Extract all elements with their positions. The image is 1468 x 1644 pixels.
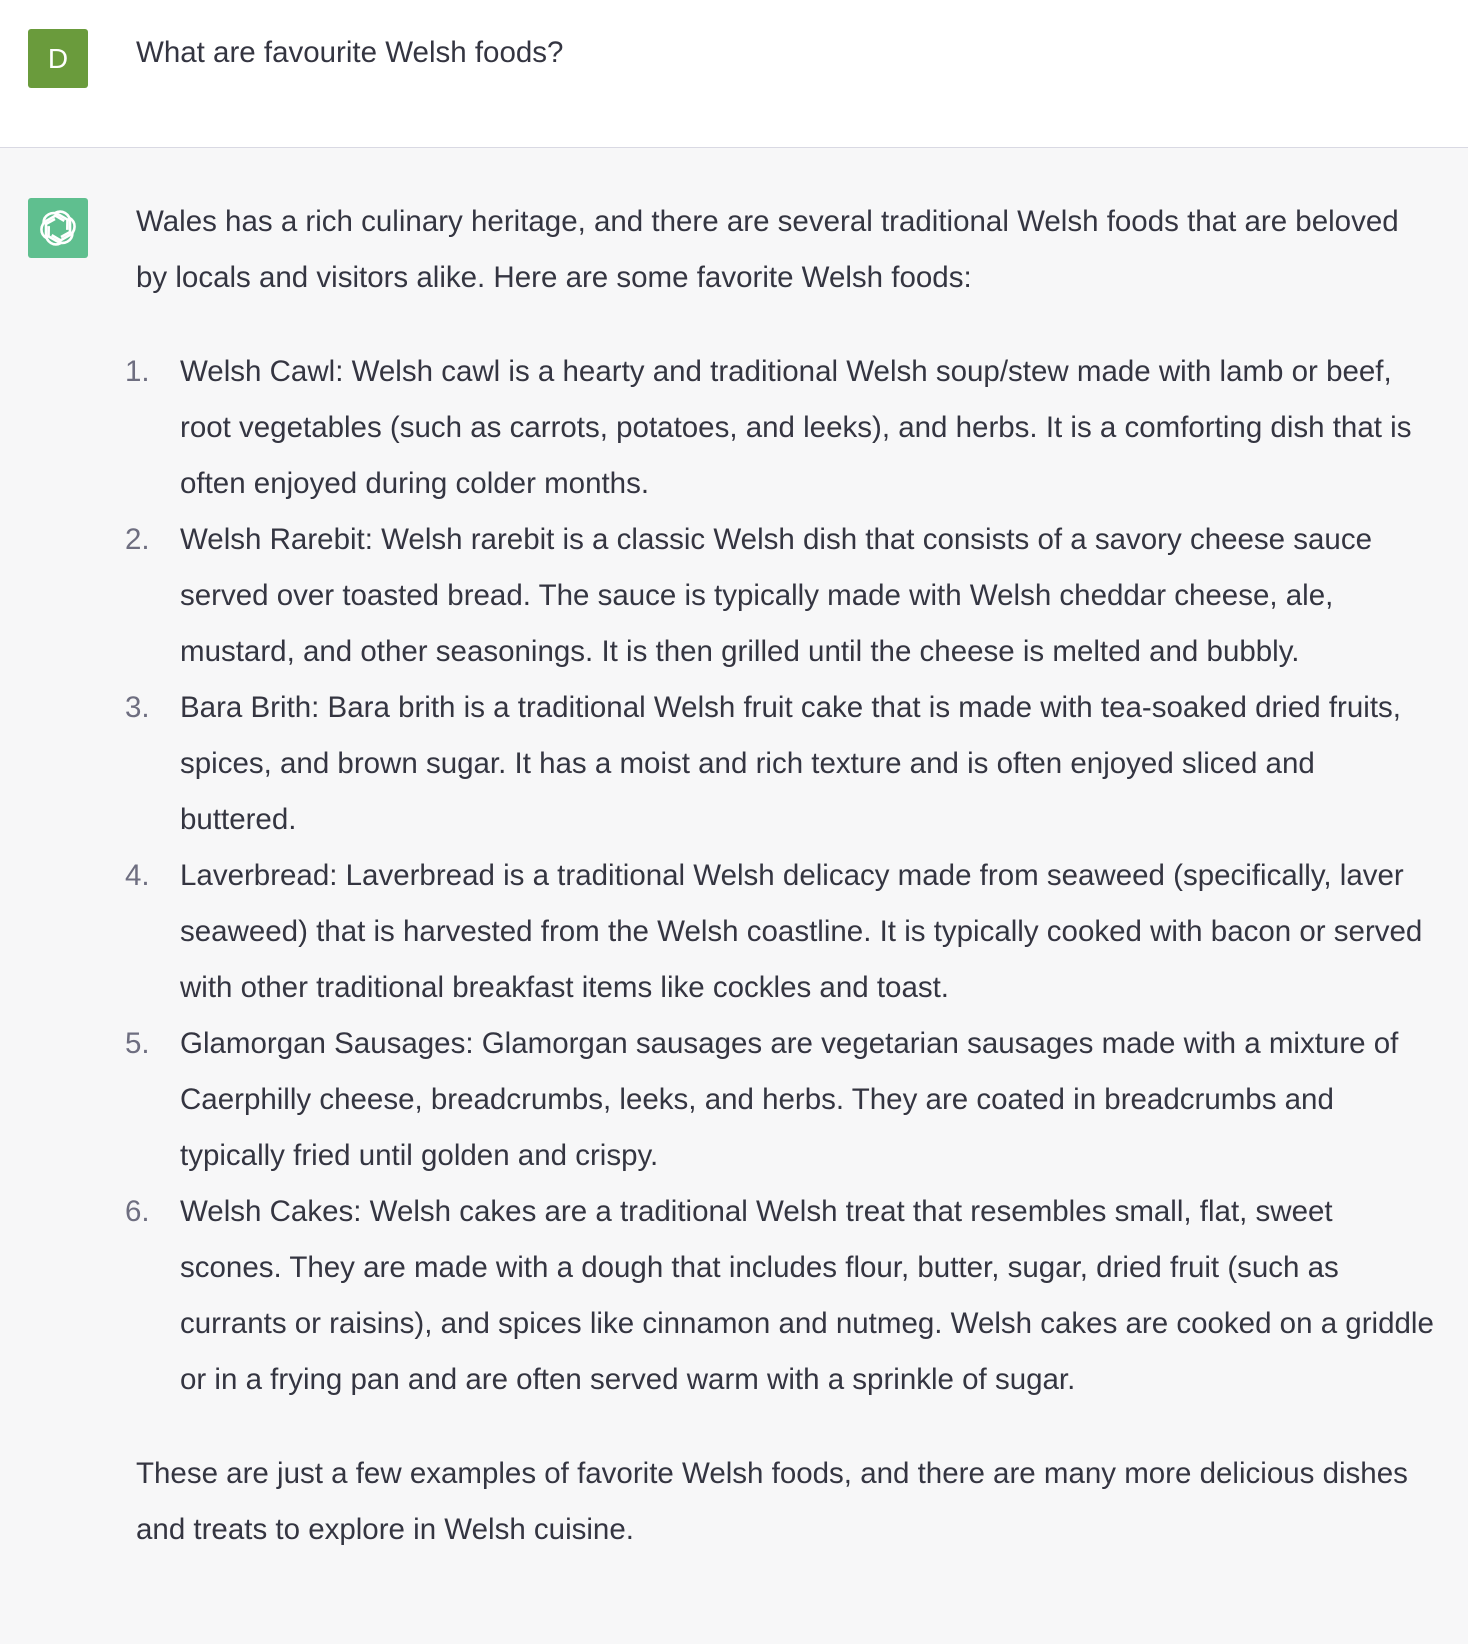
assistant-message-content — [125, 194, 1436, 1558]
user-message-row — [0, 0, 1468, 148]
list-item-text: Welsh Cawl: Welsh cawl is a hearty and traditional Welsh soup/stew made with lamb or beef, root vegetables (such as carrots, potatoes, and leeks), and herbs. It is a comforting dish that is often enjoyed during colder months. — [180, 355, 1412, 500]
list-number: 4. — [125, 859, 150, 892]
list-item — [125, 344, 1436, 512]
user-avatar: D — [28, 29, 88, 88]
list-item — [125, 1184, 1436, 1408]
user-message-text: What are favourite Welsh foods? — [136, 36, 564, 69]
list-item-text: Welsh Cakes: Welsh cakes are a traditional Welsh treat that resembles small, flat, sweet scones. They are made with a dough that includes flour, butter, sugar, dried fruit (such as currants or raisins), and spices like cinnamon and nutmeg. Welsh cakes are cooked on a griddle or in a frying pan and are often served warm with a sprinkle of sugar. — [180, 1195, 1434, 1396]
assistant-outro: These are just a few examples of favorite Welsh foods, and there are many more delicious dishes and treats to explore in Welsh cuisine. — [136, 1457, 1408, 1546]
list-item-text: Bara Brith: Bara brith is a traditional Welsh fruit cake that is made with tea-soaked dried fruits, spices, and brown sugar. It has a moist and rich texture and is often enjoyed sliced and buttered. — [180, 691, 1401, 836]
list-number: 2. — [125, 523, 150, 556]
list-item — [125, 848, 1436, 1016]
list-number: 1. — [125, 355, 150, 388]
list-item — [125, 680, 1436, 848]
assistant-message-row — [0, 148, 1468, 1644]
assistant-avatar — [28, 198, 88, 258]
food-list — [125, 344, 1436, 1408]
list-item-text: Glamorgan Sausages: Glamorgan sausages are vegetarian sausages made with a mixture of Caerphilly cheese, breadcrumbs, leeks, and herbs. They are coated in breadcrumbs and typically fried until golden and crispy. — [180, 1027, 1399, 1172]
list-item-text: Welsh Rarebit: Welsh rarebit is a classic Welsh dish that consists of a savory cheese sauce served over toasted bread. The sauce is typically made with Welsh cheddar cheese, ale, mustard, and other seasonings. It is then grilled until the cheese is melted and bubbly. — [180, 523, 1372, 668]
list-number: 5. — [125, 1027, 150, 1060]
list-item — [125, 512, 1436, 680]
list-number: 6. — [125, 1195, 150, 1228]
list-number: 3. — [125, 691, 150, 724]
assistant-intro: Wales has a rich culinary heritage, and there are several traditional Welsh foods that are beloved by locals and visitors alike. Here are some favorite Welsh foods: — [136, 205, 1399, 294]
list-item-text: Laverbread: Laverbread is a traditional Welsh delicacy made from seaweed (specifically, laver seaweed) that is harvested from the Welsh coastline. It is typically cooked with bacon or served with other traditional breakfast items like cockles and toast. — [180, 859, 1423, 1004]
openai-logo-icon — [37, 207, 79, 249]
list-item — [125, 1016, 1436, 1184]
